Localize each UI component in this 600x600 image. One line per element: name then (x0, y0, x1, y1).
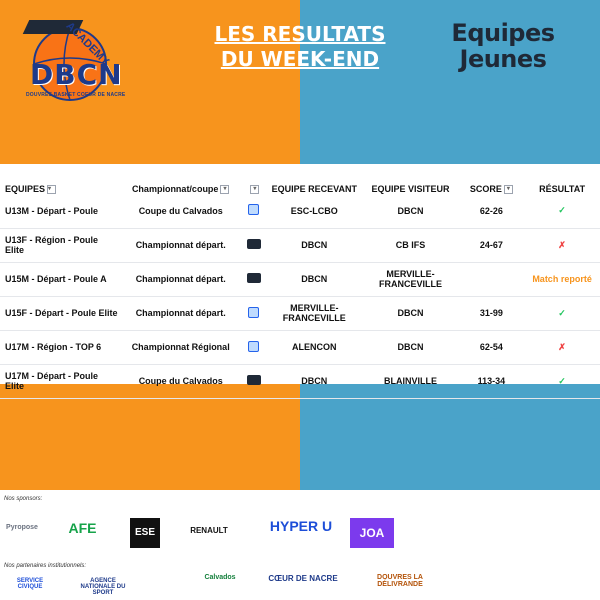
transport-cell (242, 228, 267, 262)
partner-logo: DOUVRES LA DÉLIVRANDE (377, 574, 423, 588)
sponsor-logo: Pyropose (6, 524, 38, 531)
table-row (0, 194, 600, 228)
sponsor-logo: RENAULT (190, 526, 228, 535)
table-row (0, 330, 600, 364)
championnat-cell: Championnat départ. (135, 274, 226, 284)
visiteur-cell: DBCN (397, 205, 424, 216)
resultat-cell: ✓ (558, 307, 566, 318)
bus-icon (248, 341, 259, 352)
visiteur-cell: BLAINVILLE (384, 376, 438, 386)
table-row (0, 228, 600, 262)
logo-subtitle: DOUVRES BASKET COEUR DE NACRE (26, 92, 126, 98)
recevant-cell: DBCN (301, 240, 328, 250)
resultat-cell: ✓ (558, 375, 566, 386)
results-table (0, 164, 600, 391)
filter-icon[interactable]: ▾ (47, 185, 56, 194)
transport-cell (242, 296, 267, 330)
header-equipes: EQUIPES ▾ (0, 164, 120, 194)
transport-cell (242, 194, 267, 228)
logo-academy-text: ACADEMY (63, 20, 112, 68)
visiteur-cell: DBCN (397, 308, 424, 318)
recevant-cell: DBCN (301, 274, 328, 284)
header-resultat: RÉSULTAT (539, 184, 586, 194)
table-row (0, 262, 600, 296)
score-cell: 62-26 (479, 205, 503, 216)
section-title: Equipes Jeunes (451, 19, 555, 73)
sponsor-logo: ESE (130, 518, 160, 548)
logo-text: DBCN (30, 58, 123, 91)
page-title: LES RESULTATS DU WEEK-END (214, 22, 386, 71)
header-recevant: EQUIPE RECEVANT (271, 184, 357, 194)
visiteur-cell: MERVILLE-FRANCEVILLE (379, 269, 443, 289)
score-cell (459, 262, 525, 296)
car-icon (247, 375, 261, 385)
resultat-cell: ✗ (558, 239, 566, 250)
score-cell: 62-54 (479, 342, 503, 352)
sponsor-logo: HYPER U (269, 518, 333, 534)
equipe-cell: U15M - Départ - Poule A (5, 274, 107, 284)
partner-logo: AGENCE NATIONALE DU SPORT (80, 578, 126, 596)
sponsor-logo: JOA (350, 518, 394, 548)
partner-logo: Calvados (204, 574, 236, 581)
sponsors-label: Nos sponsors: (4, 496, 43, 502)
transport-cell (242, 262, 267, 296)
score-cell: 24-67 (479, 240, 503, 250)
filter-icon[interactable]: ▾ (220, 185, 229, 194)
recevant-cell: ESC-LCBO (290, 205, 338, 216)
recevant-cell: MERVILLE-FRANCEVILLE (282, 303, 346, 323)
transport-cell (242, 330, 267, 364)
sponsor-logo: AFE (68, 520, 97, 536)
championnat-cell: Championnat départ. (135, 308, 226, 318)
equipe-cell: U13F - Région - Poule Elite (5, 235, 99, 255)
championnat-cell: Coupe du Calvados (138, 376, 223, 386)
score-cell: 113-34 (477, 376, 506, 386)
bus-icon (248, 204, 259, 215)
equipe-cell: U15F - Départ - Poule Elite (5, 308, 118, 318)
resultat-cell: ✗ (558, 341, 566, 352)
header-score: SCORE ▾ (459, 164, 525, 194)
partners-label: Nos partenaires institutionnels: (4, 563, 87, 569)
visiteur-cell: DBCN (397, 342, 424, 352)
filter-icon[interactable]: ▾ (250, 185, 259, 194)
filter-icon[interactable]: ▾ (504, 185, 513, 194)
resultat-cell: Match reporté (532, 274, 592, 284)
equipe-cell: U13M - Départ - Poule (5, 205, 99, 216)
sponsors-row (0, 510, 600, 555)
recevant-cell: ALENCON (292, 342, 337, 352)
partner-logo: CŒUR DE NACRE (268, 574, 338, 583)
transport-cell (242, 364, 267, 398)
championnat-cell: Championnat Régional (131, 342, 230, 352)
championnat-cell: Championnat départ. (135, 240, 226, 250)
recevant-cell: DBCN (301, 376, 328, 386)
championnat-cell: Coupe du Calvados (138, 205, 223, 216)
header-visiteur: EQUIPE VISITEUR (371, 184, 450, 194)
score-cell: 31-99 (479, 308, 503, 318)
bus-icon (248, 307, 259, 318)
table-row (0, 364, 600, 398)
equipe-cell: U17M - Départ - Poule Elite (5, 371, 99, 391)
partners-row (0, 568, 600, 600)
visiteur-cell: CB IFS (395, 240, 426, 250)
car-icon (247, 273, 261, 283)
partner-logo: SERVICE CIVIQUE (16, 578, 44, 590)
equipe-cell: U17M - Région - TOP 6 (5, 342, 102, 352)
car-icon (247, 239, 261, 249)
header-transport (242, 164, 267, 194)
resultat-cell: ✓ (558, 205, 566, 216)
header-championnat: Championnat/coupe ▾ (120, 164, 242, 194)
table-row (0, 296, 600, 330)
